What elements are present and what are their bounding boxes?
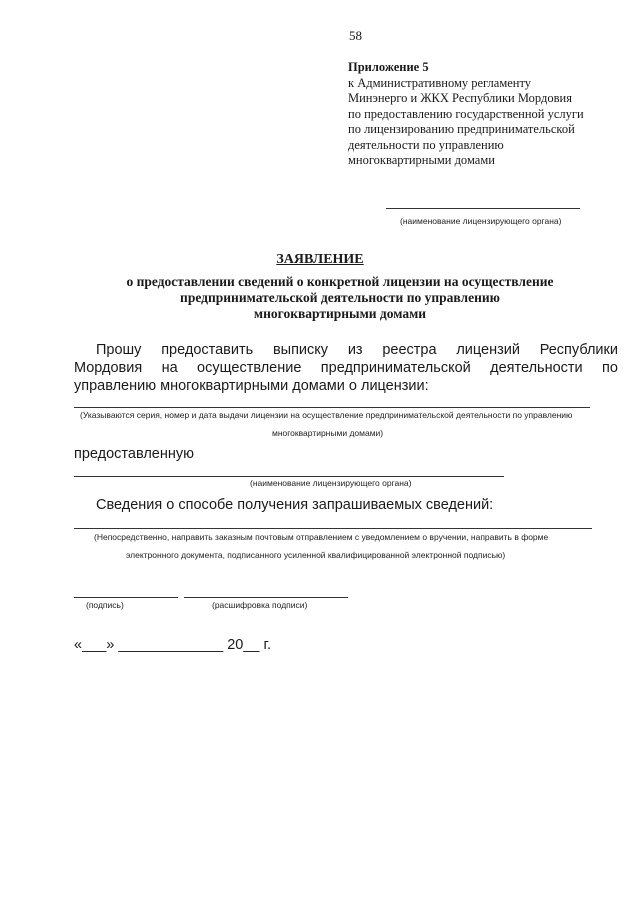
date-line: «___» _____________ 20__ г. <box>74 637 272 653</box>
request-line-2 <box>74 360 618 377</box>
org-name-line <box>386 208 580 209</box>
request-line-3: управлению многоквартирными домами о лицензии: <box>74 378 429 394</box>
annex-line: деятельности по управлению <box>348 137 504 152</box>
annex-line: по лицензированию предпринимательской <box>348 122 575 136</box>
method-caption: (Непосредственно, направить заказным почтовым отправлением с уведомлением о вручении, направить в форме <box>94 532 549 542</box>
org-name-caption: (наименование лицензирующего органа) <box>400 216 562 226</box>
provided-org-line <box>74 476 504 477</box>
signature-line <box>74 597 178 598</box>
annex-line: по предоставлению государственной услуги <box>348 106 584 121</box>
request-word: деятельности <box>490 360 583 376</box>
request-word: предоставить <box>161 342 254 358</box>
document-title: ЗАЯВЛЕНИЕ <box>276 252 364 267</box>
subtitle-line: многоквартирными домами <box>253 306 427 321</box>
request-word: лицензий <box>456 342 520 358</box>
request-line-1 <box>96 342 618 359</box>
annex-line: многоквартирными домами <box>348 153 495 167</box>
method-label: Сведения о способе получения запрашиваемых сведений: <box>96 497 494 513</box>
method-caption: электронного документа, подписанного усиленной квалифицированной электронной подписью) <box>126 550 506 560</box>
decryption-caption: (расшифровка подписи) <box>212 600 308 610</box>
provided-org-caption: (наименование лицензирующего органа) <box>250 478 412 488</box>
decryption-line <box>184 597 348 598</box>
license-details-caption: (Указываются серия, номер и дата выдачи лицензии на осуществление предпринимательской деятельности по управлению <box>80 410 573 420</box>
annex-line: к Административному регламенту <box>348 75 532 90</box>
request-word: предпринимательской <box>320 360 471 376</box>
request-word: из <box>347 342 363 358</box>
request-word: Мордовия <box>74 360 143 376</box>
signature-caption: (подпись) <box>86 600 124 610</box>
provided-label: предоставленную <box>74 446 195 462</box>
request-word: Прошу <box>96 342 142 358</box>
method-line <box>74 528 592 529</box>
request-word: осуществление <box>197 360 302 376</box>
annex-title: Приложение 5 <box>348 60 429 74</box>
page-number: 58 <box>349 28 362 43</box>
subtitle-line: предпринимательской деятельности по управлению <box>180 290 500 305</box>
request-word: реестра <box>382 342 437 358</box>
request-word: на <box>161 360 178 376</box>
subtitle-line: о предоставлении сведений о конкретной лицензии на осуществление <box>126 274 554 289</box>
annex-block <box>348 60 628 169</box>
annex-line: Минэнерго и ЖКХ Республики Мордовия <box>348 91 572 105</box>
license-details-caption: многоквартирными домами) <box>272 428 384 438</box>
license-details-line <box>74 407 590 408</box>
request-word: по <box>602 360 618 376</box>
request-word: Республики <box>539 342 618 358</box>
document-subtitle <box>60 274 620 322</box>
request-word: выписку <box>272 342 329 358</box>
